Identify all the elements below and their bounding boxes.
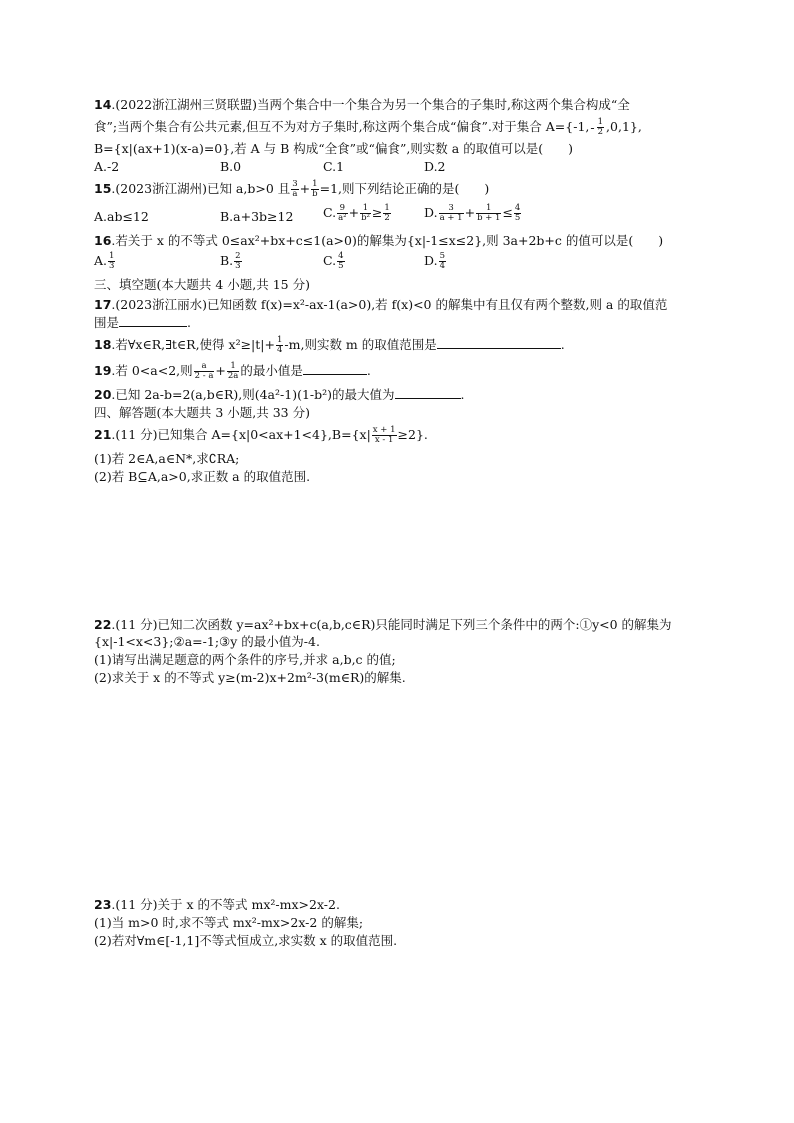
q23-text1: .(11 分)关于 x 的不等式 mx²-mx>2x-2. bbox=[111, 897, 340, 912]
q14-option-c: C.1 bbox=[323, 159, 345, 174]
q20-text: .已知 2a-b=2(a,b∈R),则(4a²-1)(1-b²)的最大值为 bbox=[111, 387, 395, 402]
q17-number: 17 bbox=[94, 297, 112, 312]
q14-line2 bbox=[94, 118, 642, 137]
q16-option-c: C. $\frac{4}{5}$ bbox=[323, 251, 344, 271]
q21-text-b: ≥2}. bbox=[397, 427, 428, 442]
q17-text2: 围是 bbox=[94, 315, 120, 330]
q14-option-a: A.-2 bbox=[94, 159, 120, 174]
q22-line2: {x|-1<x<3};②a=-1;③y 的最小值为-4. bbox=[94, 634, 320, 649]
q23-number: 23 bbox=[94, 897, 112, 912]
q16-number: 16 bbox=[94, 233, 112, 248]
q21-part2: (2)若 B⊆A,a>0,求正数 a 的取值范围. bbox=[94, 469, 311, 484]
q15-frac-1b: $\frac{1}{b}$ bbox=[312, 179, 318, 199]
q17-line2: 围是 . bbox=[94, 315, 191, 330]
q21-part1: (1)若 2∈A,a∈N*,求∁RA; bbox=[94, 451, 240, 466]
q15-text-a: .(2023浙江湖州)已知 a,b>0 且 bbox=[111, 181, 291, 196]
q15-frac-3a: $\frac{3}{a}$ bbox=[292, 179, 298, 199]
q14-option-b: B.0 bbox=[220, 159, 242, 174]
q23-part1: (1)当 m>0 时,求不等式 mx²-mx>2x-2 的解集; bbox=[94, 915, 364, 930]
q17-text1: .(2023浙江丽水)已知函数 f(x)=x²-ax-1(a>0),若 f(x)<0 的解集中有且仅有两个整数,则 a 的取值范 bbox=[111, 297, 668, 312]
q14-text3: B={x|(ax+1)(x-a)=0},若 A 与 B 构成“全食”或“偏食”,则实数 a 的取值可以是( ) bbox=[94, 141, 573, 156]
q20-line: 20.已知 2a-b=2(a,b∈R),则(4a²-1)(1-b²)的最大值为 . bbox=[94, 387, 465, 402]
q18-answer-blank[interactable] bbox=[437, 336, 561, 349]
q15-line1: 15.(2023浙江湖州)已知 a,b>0 且 $\frac{3}{a}$ + $\frac{1}{b}$ =1,则下列结论正确的是( ) bbox=[94, 179, 490, 199]
q17-line1 bbox=[94, 296, 667, 314]
q15-option-c: C. $\frac{9}{\text{a²}}$ + $\frac{1}{\text{b²}}$ ≥ $\frac{1}{2}$ bbox=[323, 203, 390, 223]
q14-line1 bbox=[94, 96, 630, 114]
q14-text2b: ,0,1}, bbox=[606, 119, 642, 134]
q18-text-b: -m,则实数 m 的取值范围是 bbox=[284, 337, 437, 352]
q22-number: 22 bbox=[94, 617, 112, 632]
q16-text: .若关于 x 的不等式 0≤ax²+bx+c≤1(a>0)的解集为{x|-1≤x≤2},则 3a+2b+c 的值可以是( ) bbox=[111, 233, 664, 248]
q22-part2: (2)求关于 x 的不等式 y≥(m-2)x+2m²-3(m∈R)的解集. bbox=[94, 670, 406, 685]
q16-option-a: A. $\frac{1}{3}$ bbox=[94, 251, 115, 271]
q19-number: 19 bbox=[94, 363, 112, 378]
q23-line1 bbox=[94, 896, 340, 914]
q15-option-d: D. $\frac{3}{a + 1}$ + $\frac{1}{b + 1}$ ≤ $\frac{4}{5}$ bbox=[424, 203, 521, 223]
q21-line1: 21.(11 分)已知集合 A={x|0<ax+1<4},B={x| $\frac{x + 1}{x - 1}$ ≥2}. bbox=[94, 425, 428, 445]
q19-text-a: .若 0<a<2,则 bbox=[111, 363, 193, 378]
q22-text1: .(11 分)已知二次函数 y=ax²+bx+c(a,b,c∈R)只能同时满足下列三个条件中的两个:①y<0 的解集为 bbox=[111, 617, 672, 632]
q16-line1 bbox=[94, 232, 663, 250]
q17-answer-blank[interactable] bbox=[119, 314, 187, 327]
q22-line1 bbox=[94, 616, 672, 634]
q20-number: 20 bbox=[94, 387, 112, 402]
q19-text-b: 的最小值是 bbox=[240, 363, 303, 378]
q14-fraction: - $\frac{1}{2}$ bbox=[590, 117, 604, 137]
q23-part2: (2)若对∀m∈[-1,1]不等式恒成立,求实数 x 的取值范围. bbox=[94, 933, 398, 948]
q14-text2a: 食”;当两个集合有公共元素,但互不为对方子集时,称这两个集合成“偏食”.对于集合 A={-1, bbox=[94, 119, 590, 134]
q21-text-a: .(11 分)已知集合 A={x|0<ax+1<4},B={x| bbox=[111, 427, 371, 442]
q15-option-b: B.a+3b≥12 bbox=[220, 209, 294, 224]
q18-text-a: .若∀x∈R,∃t∈R,使得 x²≥|t|+ bbox=[111, 337, 275, 352]
q14-text1: .(2022浙江湖州三贤联盟)当两个集合中一个集合为另一个集合的子集时,称这两个集合构成“全 bbox=[111, 97, 630, 112]
q14-line3 bbox=[94, 140, 573, 158]
section-fill-in-heading: 三、填空题(本大题共 4 小题,共 15 分) bbox=[94, 277, 310, 292]
q14-option-d: D.2 bbox=[424, 159, 446, 174]
q19-line: 19.若 0<a<2,则 $\frac{a}{2 - a}$ + $\frac{1}{2a}$ 的最小值是 . bbox=[94, 361, 371, 381]
q14-number: 14 bbox=[94, 97, 112, 112]
q15-number: 15 bbox=[94, 181, 112, 196]
q16-option-d: D. $\frac{5}{4}$ bbox=[424, 251, 445, 271]
q15-text-b: ,则下列结论正确的是( ) bbox=[338, 181, 490, 196]
q20-answer-blank[interactable] bbox=[395, 386, 461, 399]
section-answer-heading: 四、解答题(本大题共 3 小题,共 33 分) bbox=[94, 405, 310, 420]
q18-line: 18.若∀x∈R,∃t∈R,使得 x²≥|t|+ $\frac{1}{4}$ -m,则实数 m 的取值范围是 . bbox=[94, 335, 565, 355]
q18-number: 18 bbox=[94, 337, 112, 352]
q22-part1: (1)请写出满足题意的两个条件的序号,并求 a,b,c 的值; bbox=[94, 652, 396, 667]
q16-option-b: B. $\frac{2}{3}$ bbox=[220, 251, 241, 271]
q15-option-a: A.ab≤12 bbox=[94, 209, 149, 224]
q21-number: 21 bbox=[94, 427, 112, 442]
q19-answer-blank[interactable] bbox=[303, 362, 367, 375]
